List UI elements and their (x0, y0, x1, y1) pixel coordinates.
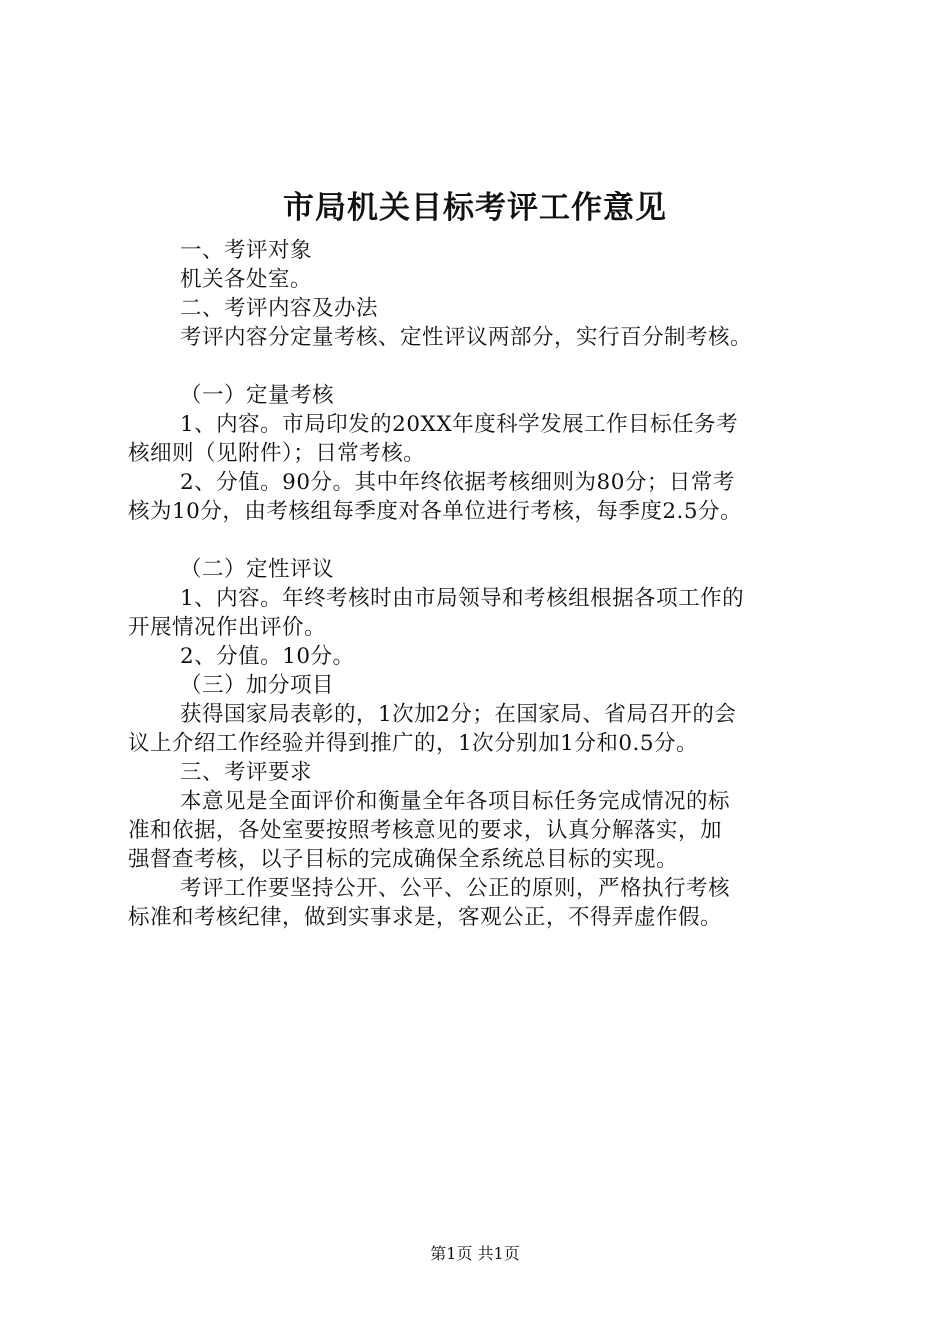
paragraph-line: 议上介绍工作经验并得到推广的，1次分别加1分和0.5分。 (128, 731, 699, 756)
paragraph-line: 准和依据，各处室要按照考核意见的要求，认真分解落实，加 (128, 818, 723, 843)
page-footer: 第1页 共1页 (430, 1244, 520, 1263)
paragraph-line: 核细则（见附件）；日常考核。 (128, 441, 426, 466)
subsection-heading: （三）加分项目 (180, 673, 335, 698)
paragraph-line: 考评内容分定量考核、定性评议两部分，实行百分制考核。 (180, 325, 753, 350)
paragraph-line: 考评工作要坚持公开、公平、公正的原则，严格执行考核 (180, 876, 731, 901)
paragraph-line: 强督查考核，以子目标的完成确保全系统总目标的实现。 (128, 847, 679, 872)
paragraph-gap (128, 352, 848, 381)
paragraph-line: 1、内容。市局印发的20XX年度科学发展工作目标任务考 (180, 412, 739, 437)
paragraph-line: 开展情况作出评价。 (128, 615, 327, 640)
paragraph-line: 2、分值。90分。其中年终依据考核细则为80分；日常考 (180, 470, 735, 495)
paragraph-line: 2、分值。10分。 (180, 644, 355, 669)
subsection-heading: （一）定量考核 (180, 383, 335, 408)
paragraph-line: 本意见是全面评价和衡量全年各项目标任务完成情况的标 (180, 789, 731, 814)
paragraph-line: 标准和考核纪律，做到实事求是，客观公正，不得弄虚作假。 (128, 905, 723, 930)
section-heading: 三、考评要求 (180, 760, 313, 785)
document-body (128, 236, 848, 932)
paragraph-line: 1、内容。年终考核时由市局领导和考核组根据各项工作的 (180, 586, 745, 611)
subsection-heading: （二）定性评议 (180, 557, 335, 582)
paragraph-line: 核为10分，由考核组每季度对各单位进行考核，每季度2.5分。 (128, 499, 743, 524)
paragraph-line: 机关各处室。 (180, 267, 313, 292)
section-heading: 二、考评内容及办法 (180, 296, 379, 321)
paragraph-line: 获得国家局表彰的，1次加2分；在国家局、省局召开的会 (180, 702, 737, 727)
paragraph-gap (128, 526, 848, 555)
document-title: 市局机关目标考评工作意见 (283, 190, 667, 226)
section-heading: 一、考评对象 (180, 238, 313, 263)
